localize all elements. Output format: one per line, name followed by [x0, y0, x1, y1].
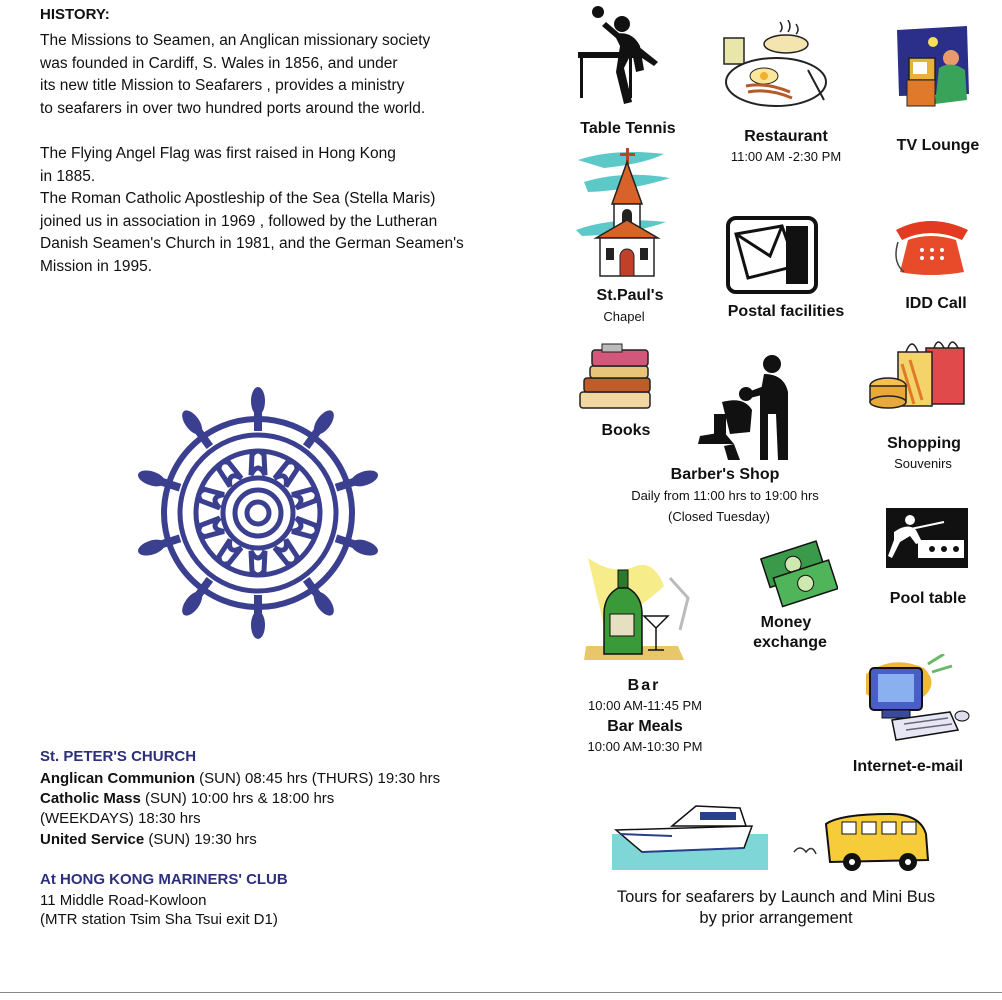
chapel-sub: Chapel — [603, 309, 645, 324]
club-title: At HONG KONG MARINERS' CLUB — [40, 871, 288, 888]
postal-icon — [726, 216, 820, 296]
label-bar: Bar — [627, 677, 661, 694]
label-money: Money — [760, 614, 812, 631]
launch-boat-icon — [612, 800, 768, 870]
history-line: The Roman Catholic Apostleship of the Sea (Stella Maris) — [40, 190, 436, 207]
bottom-divider — [0, 992, 1002, 993]
label-chapel: St.Paul's — [596, 287, 664, 304]
history-line: its new title Mission to Seafarers , provides a ministry — [40, 77, 405, 94]
shopping-icon — [868, 334, 968, 412]
shopping-sub: Souvenirs — [894, 456, 952, 471]
money-exchange-icon — [760, 540, 838, 612]
tv-lounge-icon — [895, 24, 971, 116]
church-service-anglican: Anglican Communion (SUN) 08:45 hrs (THURS) 19:30 hrs — [40, 770, 441, 787]
label-books: Books — [601, 422, 651, 439]
phone-icon — [890, 212, 974, 278]
history-line: The Flying Angel Flag was first raised in Hong Kong — [40, 145, 396, 162]
label-table-tennis: Table Tennis — [580, 120, 676, 137]
bar-icon — [584, 556, 694, 660]
restaurant-icon — [720, 20, 832, 112]
club-address: 11 Middle Road-Kowloon — [40, 892, 207, 909]
barber-hours: Daily from 11:00 hrs to 19:00 hrs — [631, 488, 819, 503]
history-line: to seafarers in over two hundred ports around the world. — [40, 99, 426, 117]
tours-line-1: Tours for seafarers by Launch and Mini Bus — [616, 888, 936, 906]
history-line: Danish Seamen's Church in 1981, and the German Seamen's — [40, 235, 464, 252]
church-service-united: United Service (SUN) 19:30 hrs — [40, 831, 257, 848]
tours-line-2: by prior arrangement — [699, 909, 853, 927]
restaurant-hours: 11:00 AM -2:30 PM — [730, 149, 842, 164]
label-pool: Pool table — [889, 590, 967, 607]
label-restaurant: Restaurant — [744, 128, 828, 145]
history-line: joined us in association in 1969 , followed by the Lutheran — [40, 212, 438, 230]
history-line: in 1885. — [40, 167, 96, 185]
label-postal: Postal facilities — [727, 303, 845, 320]
history-line: was founded in Cardiff, S. Wales in 1856, and under — [40, 54, 398, 72]
history-heading: HISTORY: — [40, 6, 110, 23]
books-icon — [576, 342, 662, 416]
label-shopping: Shopping — [887, 435, 961, 452]
church-service-catholic: Catholic Mass (SUN) 10:00 hrs & 18:00 hrs — [40, 790, 335, 807]
pool-table-icon — [886, 508, 968, 568]
history-line: Mission in 1995. — [40, 257, 153, 275]
computer-icon — [852, 654, 974, 744]
label-tv-lounge: TV Lounge — [896, 137, 980, 154]
history-paragraph-1 — [40, 30, 510, 120]
ships-wheel-logo — [128, 378, 388, 648]
bar-hours: 10:00 AM-11:45 PM — [588, 698, 702, 713]
table-tennis-icon — [574, 6, 670, 110]
label-idd: IDD Call — [905, 295, 967, 312]
church-title: St. PETER'S CHURCH — [40, 748, 197, 765]
label-bar-meals: Bar Meals — [607, 718, 683, 735]
chapel-icon — [574, 146, 678, 282]
bar-meals-hours: 10:00 AM-10:30 PM — [587, 739, 703, 754]
church-service-weekdays: (WEEKDAYS) 18:30 hrs — [40, 810, 201, 827]
barber-icon — [694, 352, 794, 462]
label-barber: Barber's Shop — [670, 466, 780, 483]
club-mtr: (MTR station Tsim Sha Tsui exit D1) — [40, 911, 278, 928]
history-line: The Missions to Seamen, an Anglican missionary society — [40, 32, 431, 49]
history-paragraph-2 — [40, 143, 510, 278]
barber-closed: (Closed Tuesday) — [668, 509, 770, 524]
label-money-exchange: exchange — [753, 634, 827, 651]
label-internet: Internet-e-mail — [852, 758, 964, 775]
mini-bus-icon — [790, 812, 932, 874]
